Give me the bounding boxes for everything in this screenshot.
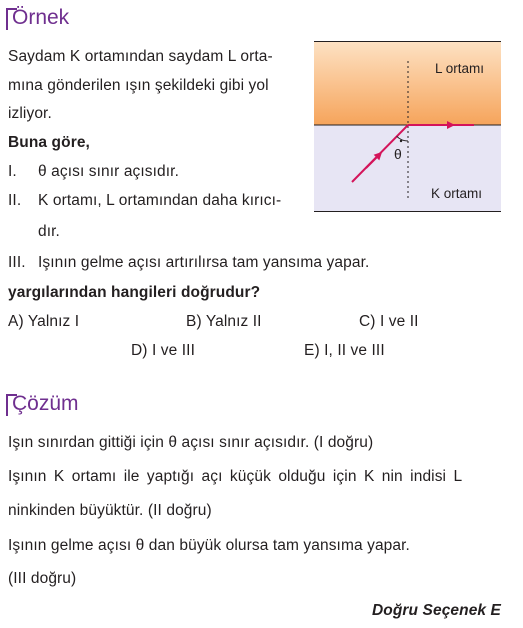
medium-l-label: L ortamı xyxy=(435,61,485,76)
option-a: A) Yalnız I xyxy=(8,313,80,330)
solution-line-2: Işının K ortamı ile yaptığı açı küçük olduğu için K nin indisi L xyxy=(8,468,463,485)
statement-3-text: Işının gelme açısı artırılırsa tam yansıma yapar. xyxy=(38,254,370,271)
question-lead: Buna göre, xyxy=(8,134,90,151)
question-line-2: mına gönderilen ışın şekildeki gibi yol xyxy=(8,77,269,94)
option-c: C) I ve II xyxy=(359,313,419,330)
option-b: B) Yalnız II xyxy=(186,313,262,330)
medium-k-label: K ortamı xyxy=(431,186,483,201)
angle-label: θ xyxy=(394,146,402,162)
question-line-3: izliyor. xyxy=(8,105,52,122)
statement-2-text-cont: dır. xyxy=(38,223,60,240)
option-d: D) I ve III xyxy=(131,342,195,359)
statement-3-number: III. xyxy=(8,254,26,271)
statement-2-text: K ortamı, L ortamından daha kırıcı- xyxy=(38,192,282,209)
refraction-figure xyxy=(314,41,501,212)
correct-answer: Doğru Seçenek E xyxy=(372,602,501,619)
statement-1-text: θ açısı sınır açısıdır. xyxy=(38,163,179,180)
statement-1-number: I. xyxy=(8,163,17,180)
solution-line-1: Işın sınırdan gittiği için θ açısı sınır açısıdır. (I doğru) xyxy=(8,434,374,451)
question-prompt: yargılarından hangileri doğrudur? xyxy=(8,284,261,301)
solution-line-4: Işının gelme açısı θ dan büyük olursa tam yansıma yapar. xyxy=(8,537,410,554)
statement-2-number: II. xyxy=(8,192,22,209)
option-e: E) I, II ve III xyxy=(304,342,385,359)
solution-line-3: ninkinden büyüktür. (II doğru) xyxy=(8,502,212,519)
solution-line-5: (III doğru) xyxy=(8,570,77,587)
question-line-1: Saydam K ortamından saydam L orta- xyxy=(8,48,273,65)
angle-dot xyxy=(400,140,402,142)
